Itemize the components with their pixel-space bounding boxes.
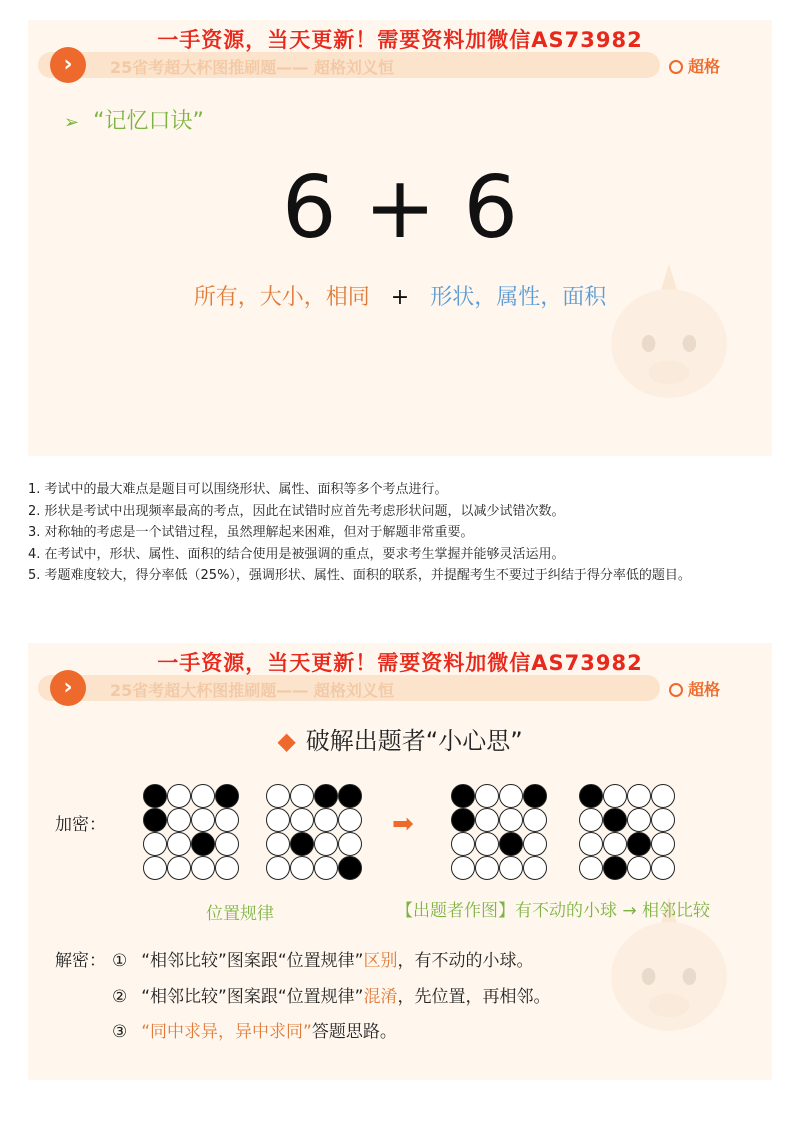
empty-dot xyxy=(476,833,499,856)
empty-dot xyxy=(500,809,523,832)
course-header-bar xyxy=(38,52,660,78)
dot-grid-svg xyxy=(578,783,676,881)
filled-dot xyxy=(144,809,167,832)
decrypt-text: ，有不动的小球。 xyxy=(397,951,534,971)
course-title: 25省考超大杯图推刷题—— 超格刘义恒 xyxy=(110,58,394,77)
empty-dot xyxy=(339,833,362,856)
empty-dot xyxy=(524,809,547,832)
filled-dot xyxy=(604,857,627,880)
legend-left: 所有，大小，相同 xyxy=(193,285,370,310)
decrypt-line xyxy=(112,1017,397,1042)
section-heading xyxy=(64,104,204,135)
note-item: 5. 考题难度较大，得分率低（25%），强调形状、属性、面积的联系，并提醒考生不要过于纠结于得分率低的题目。 xyxy=(28,568,691,583)
decrypt-highlight: “同中求异，异中求同” xyxy=(141,1022,312,1042)
chevron-right-icon: › xyxy=(50,670,86,706)
empty-dot xyxy=(216,833,239,856)
filled-dot xyxy=(339,785,362,808)
decrypt-number: ① xyxy=(112,951,128,971)
empty-dot xyxy=(452,833,475,856)
heading-text: “记忆口诀” xyxy=(93,109,204,134)
diamond-bullet-icon: ◆ xyxy=(277,727,296,755)
decrypt-text: ，先位置，再相邻。 xyxy=(397,987,551,1007)
empty-dot xyxy=(452,857,475,880)
filled-dot xyxy=(144,785,167,808)
empty-dot xyxy=(604,785,627,808)
dot-grid-svg xyxy=(450,783,548,881)
empty-dot xyxy=(267,833,290,856)
empty-dot xyxy=(500,785,523,808)
empty-dot xyxy=(267,785,290,808)
unicorn-mascot-icon xyxy=(584,250,754,420)
empty-dot xyxy=(192,809,215,832)
decrypt-line xyxy=(112,982,550,1007)
filled-dot xyxy=(452,809,475,832)
empty-dot xyxy=(144,833,167,856)
empty-dot xyxy=(168,833,191,856)
decrypt-text: “相邻比较”图案跟“位置规律” xyxy=(141,987,364,1007)
dot-grid xyxy=(142,783,240,885)
caption-setter-drawing: 【出题者作图】有不动的小球 → 相邻比较 xyxy=(396,901,711,921)
empty-dot xyxy=(291,857,314,880)
formula-legend xyxy=(28,280,772,311)
empty-dot xyxy=(339,809,362,832)
empty-dot xyxy=(267,857,290,880)
slide-title-text: 破解出题者“小心思” xyxy=(305,727,523,755)
empty-dot xyxy=(604,833,627,856)
filled-dot xyxy=(628,833,651,856)
empty-dot xyxy=(315,857,338,880)
empty-dot xyxy=(476,785,499,808)
dot-grid xyxy=(578,783,676,885)
empty-dot xyxy=(628,785,651,808)
empty-dot xyxy=(315,833,338,856)
slide-memory-formula xyxy=(28,20,772,456)
legend-right: 形状，属性，面积 xyxy=(430,285,607,310)
empty-dot xyxy=(580,857,603,880)
dot-grid xyxy=(450,783,548,885)
empty-dot xyxy=(216,809,239,832)
empty-dot xyxy=(315,809,338,832)
decrypt-text: 答题思路。 xyxy=(311,1022,397,1042)
note-item: 4. 在考试中，形状、属性、面积的结合使用是被强调的重点，要求考生掌握并能够灵活运用。 xyxy=(28,546,565,562)
empty-dot xyxy=(267,809,290,832)
empty-dot xyxy=(291,785,314,808)
decrypt-label: 解密： xyxy=(55,951,106,971)
empty-dot xyxy=(168,857,191,880)
note-item: 2. 形状是考试中出现频率最高的考点，因此在试错时应首先考虑形状问题，以减少试错次数。 xyxy=(28,503,565,519)
brand-logo xyxy=(669,54,720,77)
empty-dot xyxy=(216,857,239,880)
dot-grid-svg xyxy=(265,783,363,881)
empty-dot xyxy=(500,857,523,880)
arrow-bullet-icon: ➢ xyxy=(64,112,80,133)
logo-g-icon xyxy=(669,60,683,74)
note-item: 1. 考试中的最大难点是题目可以围绕形状、属性、面积等多个考点进行。 xyxy=(28,482,448,497)
empty-dot xyxy=(168,809,191,832)
empty-dot xyxy=(192,785,215,808)
empty-dot xyxy=(652,833,675,856)
empty-dot xyxy=(524,833,547,856)
logo-text: 超格 xyxy=(687,57,720,76)
course-header-bar xyxy=(38,675,660,701)
filled-dot xyxy=(339,857,362,880)
brand-logo xyxy=(669,677,720,700)
filled-dot xyxy=(580,785,603,808)
empty-dot xyxy=(144,857,167,880)
filled-dot xyxy=(452,785,475,808)
dot-grid-svg xyxy=(142,783,240,881)
note-item: 3. 对称轴的考虑是一个试错过程，虽然理解起来困难，但对于解题非常重要。 xyxy=(28,525,474,540)
logo-g-icon xyxy=(669,683,683,697)
dot-grid xyxy=(265,783,363,885)
empty-dot xyxy=(652,785,675,808)
decrypt-text: “相邻比较”图案跟“位置规律” xyxy=(141,951,364,971)
slide-title xyxy=(28,721,772,756)
filled-dot xyxy=(500,833,523,856)
wechat-banner: 一手资源，当天更新！需要资料加微信AS73982 xyxy=(157,28,643,52)
empty-dot xyxy=(168,785,191,808)
filled-dot xyxy=(216,785,239,808)
filled-dot xyxy=(604,809,627,832)
course-title: 25省考超大杯图推刷题—— 超格刘义恒 xyxy=(110,681,394,700)
filled-dot xyxy=(524,785,547,808)
filled-dot xyxy=(192,833,215,856)
decrypt-number: ③ xyxy=(112,1022,128,1042)
filled-dot xyxy=(315,785,338,808)
decrypt-highlight: 区别 xyxy=(363,951,398,971)
encrypt-label: 加密： xyxy=(55,815,106,835)
empty-dot xyxy=(192,857,215,880)
empty-dot xyxy=(652,809,675,832)
empty-dot xyxy=(476,809,499,832)
empty-dot xyxy=(476,857,499,880)
decrypt-highlight: 混淆 xyxy=(363,987,398,1007)
formula-6-plus-6: 6 + 6 xyxy=(281,158,519,258)
empty-dot xyxy=(524,857,547,880)
logo-text: 超格 xyxy=(687,680,720,699)
transform-arrow-icon: ➡ xyxy=(392,809,414,839)
decrypt-number: ② xyxy=(112,987,128,1007)
notes-list xyxy=(28,479,772,587)
empty-dot xyxy=(580,809,603,832)
empty-dot xyxy=(628,857,651,880)
caption-position-rule: 位置规律 xyxy=(206,904,274,924)
empty-dot xyxy=(291,809,314,832)
legend-plus: + xyxy=(390,285,410,310)
filled-dot xyxy=(291,833,314,856)
wechat-banner: 一手资源，当天更新！需要资料加微信AS73982 xyxy=(157,651,643,675)
slide-decode xyxy=(28,643,772,1080)
decrypt-line xyxy=(112,946,533,971)
chevron-right-icon: › xyxy=(50,47,86,83)
empty-dot xyxy=(580,833,603,856)
empty-dot xyxy=(628,809,651,832)
empty-dot xyxy=(652,857,675,880)
